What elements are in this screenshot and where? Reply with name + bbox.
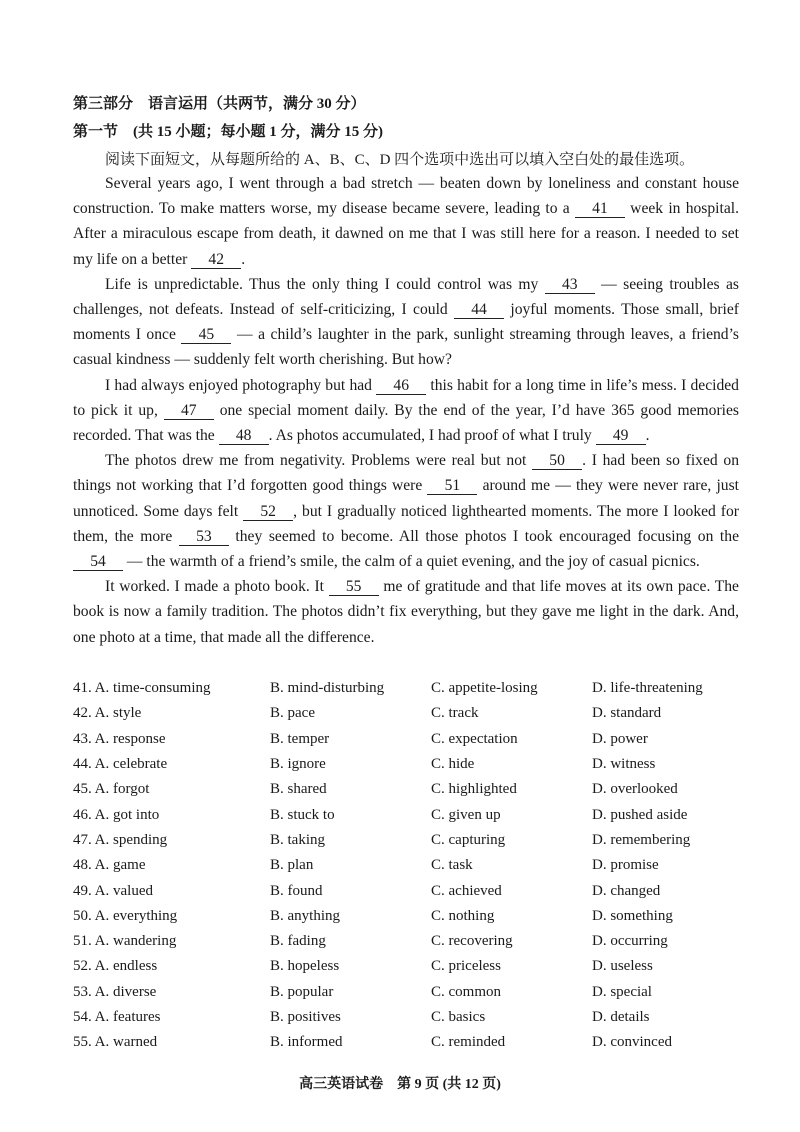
- option-b: B. anything: [270, 907, 340, 924]
- option-b: B. hopeless: [270, 958, 340, 975]
- option-b: B. popular: [270, 983, 334, 1000]
- option-b: B. plan: [270, 857, 314, 874]
- option-row-45: [73, 777, 753, 802]
- option-d: D. useless: [592, 958, 653, 975]
- option-c: C. given up: [431, 806, 501, 823]
- option-d: D. power: [592, 730, 648, 747]
- instruction-text: 阅读下面短文，从每题所给的 A、B、C、D 四个选项中选出可以填入空白处的最佳选项。: [105, 152, 695, 168]
- option-a: 43. A. response: [73, 730, 166, 747]
- option-c: C. task: [431, 857, 473, 874]
- option-row-55: [73, 1030, 753, 1055]
- blank-52: 52: [243, 503, 293, 521]
- option-row-50: [73, 904, 753, 929]
- page-footer: 高三英语试卷 第 9 页 (共 12 页): [299, 1077, 501, 1092]
- option-c: C. achieved: [431, 882, 502, 899]
- section-title: 第一节 (共 15 小题；每小题 1 分，满分 15 分): [73, 124, 383, 140]
- option-b: B. ignore: [270, 756, 326, 773]
- paragraph-3: I had always enjoyed photography but had 46 this habit for a long time in life’s mess. I decided to pick it up, 47 one special moment daily. By the end of the year, I’d have 365 good memories recorded. That was the 48 . As photos accumulated, I had proof of what I truly 49 .: [73, 376, 739, 445]
- paragraph-4: The photos drew me from negativity. Problems were real but not 50 . I had been so fixed on things not working that I’d forgotten good things were 51 around me — they were never rare, just unnoticed. Some days felt 52 , but I gradually noticed lighthearted moments. The more I looked for them, the more 53 they seemed to become. All those photos I took encouraged focusing on the 54 — the warmth of a friend’s smile, the calm of a quiet evening, and the joy of casual picnics.: [73, 452, 740, 571]
- option-b: B. fading: [270, 933, 326, 950]
- paragraph-1: Several years ago, I went through a bad stretch — beaten down by loneliness and constant house construction. To make matters worse, my disease became severe, leading to a 41 week in hospital. After a miraculous escape from death, it dawned on me that I was still here for a reason. I needed to set my life on a better 42 .: [73, 175, 739, 268]
- blank-41: 41: [575, 200, 625, 218]
- option-b: B. taking: [270, 831, 325, 848]
- option-d: D. something: [592, 907, 673, 924]
- paragraph-5: It worked. I made a photo book. It 55 me of gratitude and that life moves at its own pace. The book is now a family tradition. The photos didn’t fix everything, but they gave me light in the dark. And, one photo at a time, that made all the difference.: [73, 578, 739, 646]
- option-c: C. common: [431, 983, 501, 1000]
- option-d: D. details: [592, 1009, 650, 1025]
- option-c: C. reminded: [431, 1034, 506, 1051]
- option-a: 42. A. style: [73, 705, 142, 722]
- option-b: B. stuck to: [270, 806, 335, 823]
- option-c: C. nothing: [431, 907, 495, 924]
- option-b: B. shared: [270, 781, 327, 798]
- option-row-54: [73, 1005, 753, 1030]
- option-d: D. overlooked: [592, 781, 678, 798]
- option-a: 47. A. spending: [73, 831, 168, 848]
- option-d: D. remembering: [592, 831, 691, 848]
- blank-55: 55: [329, 578, 379, 596]
- option-a: 44. A. celebrate: [73, 756, 168, 773]
- option-d: D. special: [592, 983, 652, 1000]
- option-a: 54. A. features: [73, 1009, 161, 1025]
- option-d: D. changed: [592, 882, 661, 899]
- option-a: 41. A. time-consuming: [73, 680, 211, 697]
- option-row-49: [73, 878, 753, 903]
- option-a: 55. A. warned: [73, 1034, 158, 1051]
- option-c: C. basics: [431, 1009, 486, 1025]
- option-row-53: [73, 980, 753, 1005]
- blank-54: 54: [73, 553, 123, 571]
- option-row-46: [73, 802, 753, 827]
- option-a: 52. A. endless: [73, 958, 158, 975]
- option-row-51: [73, 929, 753, 954]
- option-c: C. appetite-losing: [431, 680, 538, 697]
- option-c: C. capturing: [431, 831, 506, 848]
- option-a: 53. A. diverse: [73, 983, 157, 1000]
- cloze-passage: [73, 171, 739, 650]
- option-d: D. convinced: [592, 1034, 672, 1051]
- option-a: 48. A. game: [73, 857, 146, 874]
- part-title: 第三部分 语言运用（共两节，满分 30 分）: [73, 96, 366, 112]
- option-c: C. priceless: [431, 958, 501, 975]
- blank-50: 50: [532, 452, 582, 470]
- option-a: 51. A. wandering: [73, 933, 177, 950]
- option-a: 45. A. forgot: [73, 781, 150, 798]
- option-a: 46. A. got into: [73, 806, 160, 823]
- option-b: B. pace: [270, 705, 315, 722]
- option-c: C. hide: [431, 756, 475, 773]
- option-d: D. standard: [592, 705, 662, 722]
- option-b: B. temper: [270, 730, 330, 747]
- option-row-47: [73, 828, 753, 853]
- blank-45: 45: [181, 326, 231, 344]
- option-d: D. pushed aside: [592, 806, 688, 823]
- option-row-42: [73, 701, 753, 726]
- option-row-44: [73, 752, 753, 777]
- option-d: D. witness: [592, 756, 656, 773]
- option-b: B. mind-disturbing: [270, 680, 385, 697]
- blank-44: 44: [454, 301, 504, 319]
- option-c: C. recovering: [431, 933, 513, 950]
- option-c: C. highlighted: [431, 781, 517, 798]
- option-d: D. promise: [592, 857, 659, 874]
- blank-43: 43: [545, 276, 595, 294]
- blank-53: 53: [179, 528, 229, 546]
- option-b: B. informed: [270, 1034, 343, 1051]
- option-a: 49. A. valued: [73, 882, 153, 899]
- option-a: 50. A. everything: [73, 907, 178, 924]
- blank-51: 51: [427, 477, 477, 495]
- option-d: D. life-threatening: [592, 680, 703, 697]
- option-c: C. expectation: [431, 730, 518, 747]
- option-row-43: [73, 727, 753, 752]
- answer-options: [73, 676, 753, 1055]
- paragraph-2: Life is unpredictable. Thus the only thing I could control was my 43 — seeing troubles as challenges, not defeats. Instead of self-criticizing, I could 44 joyful moments. Those small, brief moments I once 45 — a child’s laughter in the park, sunlight streaming through leaves, a friend’s casual kindness — suddenly felt worth cherishing. But how?: [73, 275, 739, 369]
- blank-49: 49: [596, 427, 646, 445]
- option-d: D. occurring: [592, 933, 668, 950]
- option-row-52: [73, 954, 753, 979]
- blank-47: 47: [164, 402, 214, 420]
- blank-46: 46: [376, 377, 426, 395]
- option-row-41: [73, 676, 753, 701]
- blank-42: 42: [191, 251, 241, 269]
- option-b: B. positives: [270, 1009, 341, 1025]
- option-c: C. track: [431, 705, 479, 722]
- option-row-48: [73, 853, 753, 878]
- blank-48: 48: [219, 427, 269, 445]
- option-b: B. found: [270, 882, 323, 899]
